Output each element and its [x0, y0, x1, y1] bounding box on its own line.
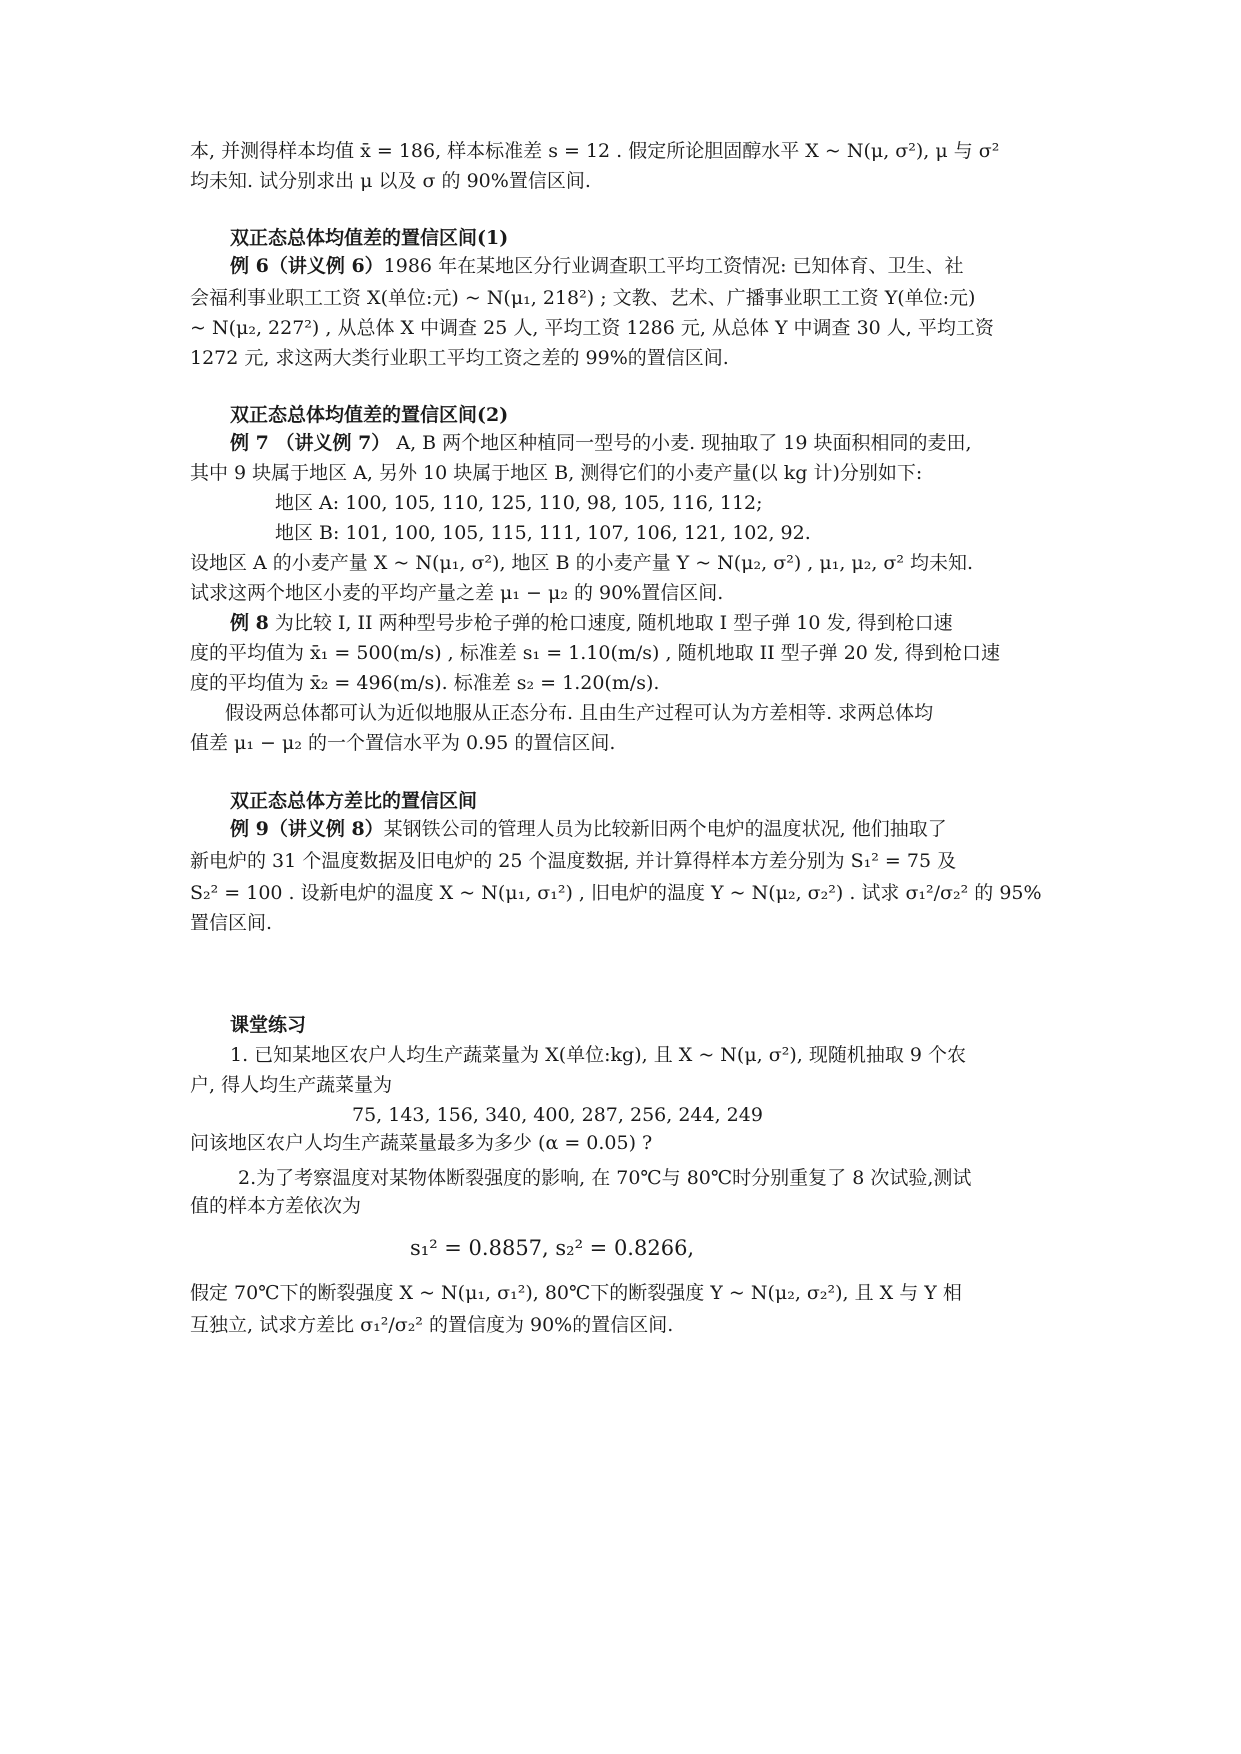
text-line: 均未知. 试分别求出 μ 以及 σ 的 90%置信区间.	[190, 170, 591, 192]
text-line: 假设两总体都可认为近似地服从正态分布. 且由生产过程可认为方差相等. 求两总体均	[225, 702, 934, 724]
data-line: 75, 143, 156, 340, 400, 287, 256, 244, 249	[352, 1104, 763, 1126]
section-heading: 双正态总体方差比的置信区间	[230, 790, 478, 812]
section-heading: 双正态总体均值差的置信区间(1)	[230, 227, 509, 249]
text-line: 新电炉的 31 个温度数据及旧电炉的 25 个温度数据, 并计算得样本方差分别为 S₁² = 75 及	[190, 850, 957, 872]
text-line: 值的样本方差依次为	[190, 1195, 362, 1217]
section-heading: 课堂练习	[230, 1014, 307, 1036]
text-line: 1. 已知某地区农户人均生产蔬菜量为 X(单位:kg), 且 X ~ N(μ, σ²), 现随机抽取 9 个农	[230, 1044, 966, 1066]
text-line: S₂² = 100 . 设新电炉的温度 X ~ N(μ₁, σ₁²) , 旧电炉的温度 Y ~ N(μ₂, σ₂²) . 试求 σ₁²/σ₂² 的 95%	[190, 882, 1042, 904]
text-line: 试求这两个地区小麦的平均产量之差 μ₁ − μ₂ 的 90%置信区间.	[190, 582, 724, 604]
example-label: 例 8	[230, 612, 269, 634]
text-line: 值差 μ₁ − μ₂ 的一个置信水平为 0.95 的置信区间.	[190, 732, 616, 754]
text-line: 置信区间.	[190, 912, 273, 934]
text-line: 度的平均值为 x̄₁ = 500(m/s) , 标准差 s₁ = 1.10(m/s) , 随机地取 II 型子弹 20 发, 得到枪口速	[190, 642, 1000, 664]
example-label: 例 9（讲义例 8）	[230, 818, 384, 840]
text-line: 其中 9 块属于地区 A, 另外 10 块属于地区 B, 测得它们的小麦产量(以 kg 计)分别如下:	[190, 462, 923, 484]
text-line: 设地区 A 的小麦产量 X ~ N(μ₁, σ²), 地区 B 的小麦产量 Y ~ N(μ₂, σ²) , μ₁, μ₂, σ² 均未知.	[190, 552, 974, 574]
example-6-line	[230, 251, 1110, 281]
text-line: 假定 70℃下的断裂强度 X ~ N(μ₁, σ₁²), 80℃下的断裂强度 Y ~ N(μ₂, σ₂²), 且 X 与 Y 相	[190, 1282, 962, 1304]
text-line: 2.为了考察温度对某物体断裂强度的影响, 在 70℃与 80℃时分别重复了 8 次试验,测试	[238, 1167, 972, 1189]
text-span: A, B 两个地区种植同一型号的小麦. 现抽取了 19 块面积相同的麦田,	[396, 432, 972, 454]
text-span: 1986 年在某地区分行业调查职工平均工资情况: 已知体育、卫生、社	[383, 255, 964, 277]
data-line: 地区 A: 100, 105, 110, 125, 110, 98, 105, 116, 112;	[275, 492, 763, 514]
text-line: 会福利事业职工工资 X(单位:元) ~ N(μ₁, 218²) ; 文教、艺术、广播事业职工工资 Y(单位:元)	[190, 287, 976, 309]
text-span: 为比较 I, II 两种型号步枪子弹的枪口速度, 随机地取 I 型子弹 10 发, 得到枪口速	[274, 612, 953, 634]
example-9-line	[230, 814, 1110, 844]
example-7-line	[230, 428, 1110, 458]
formula-line: s₁² = 0.8857, s₂² = 0.8266,	[410, 1236, 695, 1260]
text-line: 问该地区农户人均生产蔬菜量最多为多少 (α = 0.05) ?	[190, 1132, 653, 1154]
data-line: 地区 B: 101, 100, 105, 115, 111, 107, 106, 121, 102, 92.	[275, 522, 811, 544]
text-line: 互独立, 试求方差比 σ₁²/σ₂² 的置信度为 90%的置信区间.	[190, 1314, 674, 1336]
text-span: 某钢铁公司的管理人员为比较新旧两个电炉的温度状况, 他们抽取了	[383, 818, 947, 840]
text-line: 户, 得人均生产蔬菜量为	[190, 1074, 393, 1096]
example-8-line	[230, 608, 1110, 638]
example-label: 例 7 （讲义例 7）	[230, 432, 391, 454]
text-line: 1272 元, 求这两大类行业职工平均工资之差的 99%的置信区间.	[190, 347, 729, 369]
example-label: 例 6（讲义例 6）	[230, 255, 384, 277]
text-line: ~ N(μ₂, 227²) , 从总体 X 中调查 25 人, 平均工资 1286 元, 从总体 Y 中调查 30 人, 平均工资	[190, 317, 994, 339]
text-line: 度的平均值为 x̄₂ = 496(m/s). 标准差 s₂ = 1.20(m/s).	[190, 672, 660, 694]
text-line: 本, 并测得样本均值 x̄ = 186, 样本标准差 s = 12 . 假定所论胆固醇水平 X ~ N(μ, σ²), μ 与 σ²	[190, 140, 1000, 162]
section-heading: 双正态总体均值差的置信区间(2)	[230, 404, 509, 426]
